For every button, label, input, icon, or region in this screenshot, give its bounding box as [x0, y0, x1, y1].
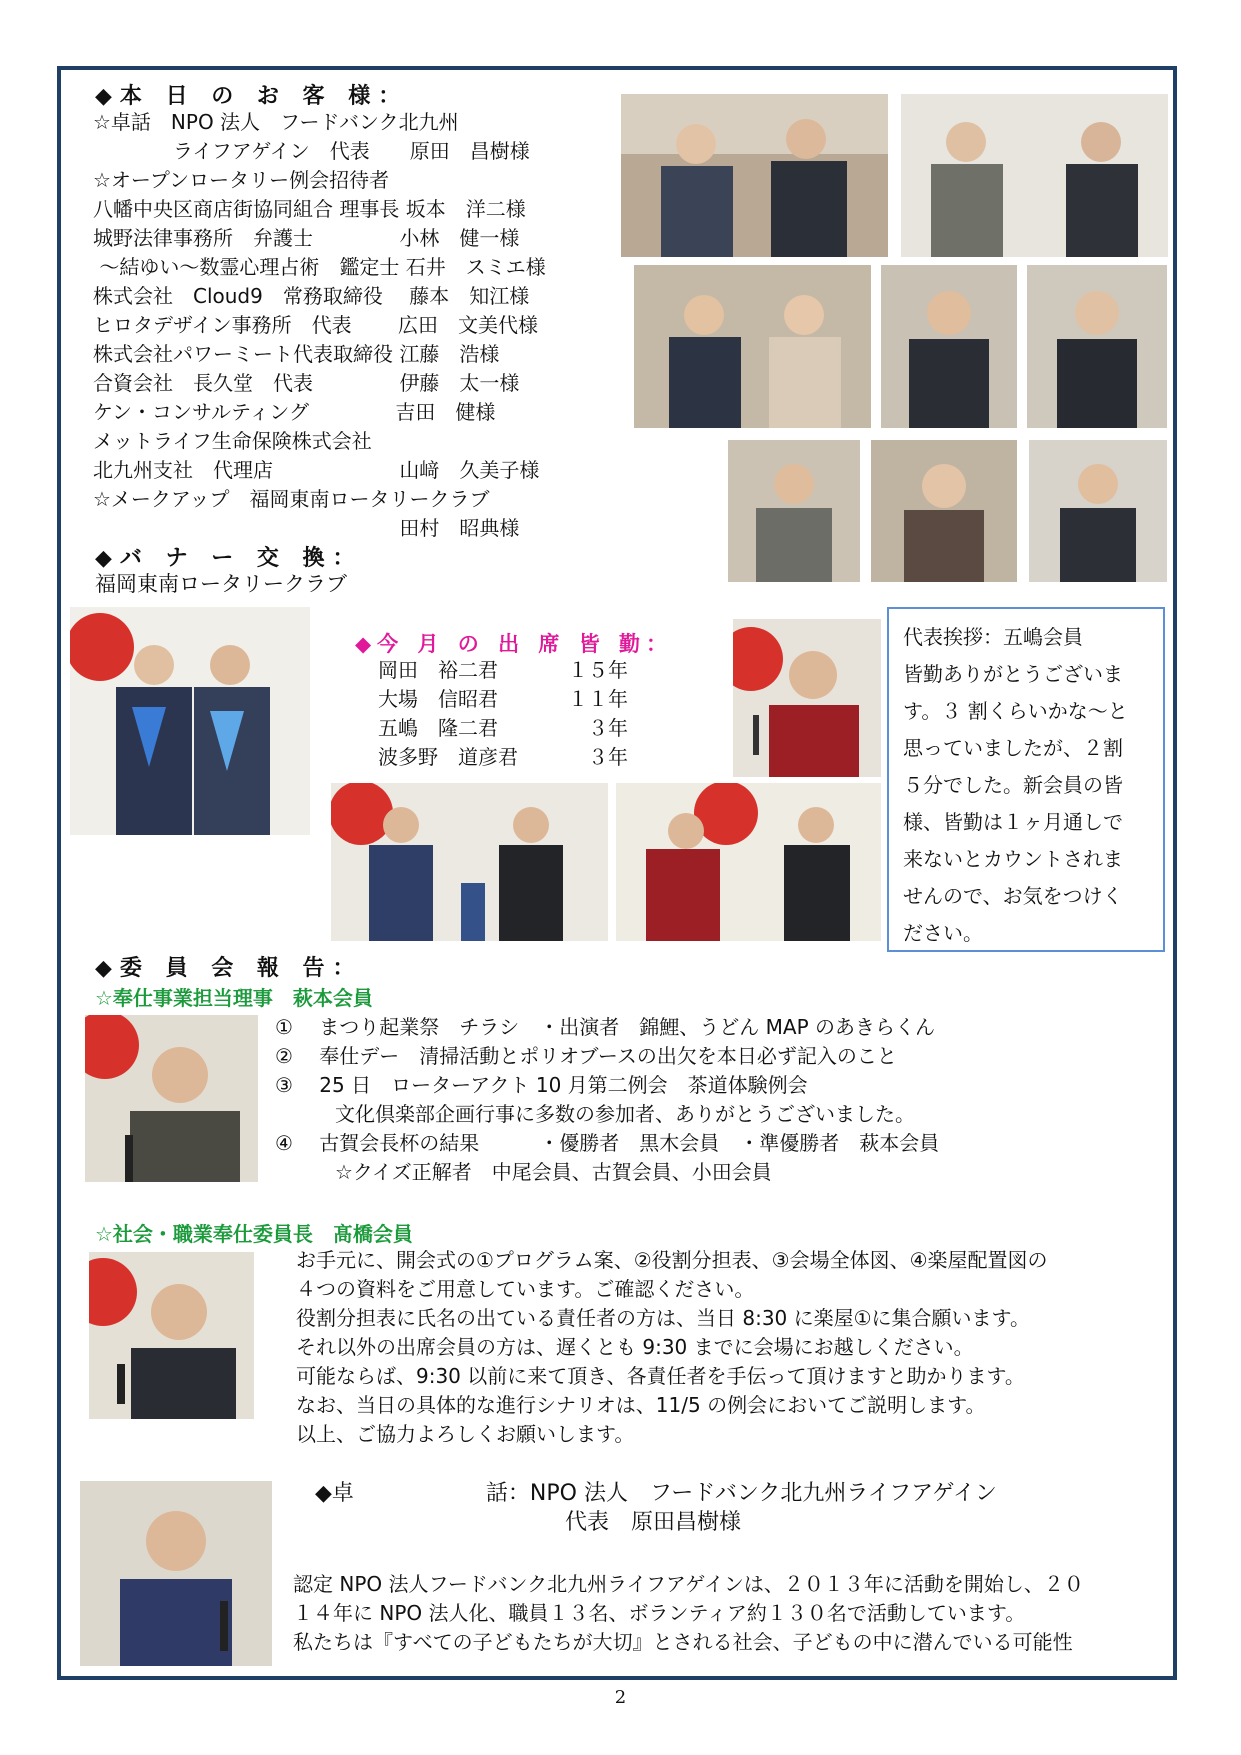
speech-line: 認定 NPO 法人フードバンク北九州ライフアゲインは、２０１３年に活動を開始し、２０ — [293, 1572, 1084, 1596]
guest-photo — [621, 94, 888, 257]
speech-body — [293, 1570, 1084, 1657]
service-line: 文化倶楽部企画行事に多数の参加者、ありがとうございました。 — [275, 1102, 915, 1126]
banner-heading: ◆バ ナ ー 交 換： — [95, 546, 363, 571]
service-line: ② 奉仕デー 清掃活動とポリオブースの出欠を本日必ず記入のこと — [275, 1044, 897, 1068]
vocational-line: 可能ならば、9:30 以前に来て頂き、各責任者を手伝って頂けますと助かります。 — [296, 1364, 1025, 1388]
committee-heading: ◆委 員 会 報 告： — [95, 956, 363, 981]
guest-line: 合資会社 長久堂 代表 伊藤 太一様 — [93, 371, 520, 395]
speech-line: 私たちは『すべての子どもたちが大切』とされる社会、子どもの中に潜んでいる可能性 — [293, 1630, 1073, 1654]
banner-exchange-photo — [70, 607, 310, 835]
president-photo — [733, 619, 881, 777]
banner-club: 福岡東南ロータリークラブ — [95, 572, 347, 596]
guest-line: ～結ゆい～数霊心理占術 鑑定士 石井 スミエ様 — [93, 255, 546, 279]
attendance-list — [378, 656, 638, 772]
vocational-title: ☆社会・職業奉仕委員長 髙橋会員 — [95, 1222, 413, 1246]
attendance-award-photo — [331, 783, 608, 941]
guest-line: ライフアゲイン 代表 原田 昌樹様 — [93, 139, 530, 163]
greeting-line: 来ないとカウントされま — [903, 847, 1123, 871]
guest-photo — [1027, 265, 1167, 428]
service-title: ☆奉仕事業担当理事 萩本会員 — [95, 986, 373, 1010]
attendance-name: 波多野 道彦君 — [378, 745, 518, 769]
guest-photo — [881, 265, 1017, 428]
guest-line: ケン・コンサルティング 吉田 健様 — [93, 400, 496, 424]
attendance-name: 大場 信昭君 — [378, 687, 498, 711]
page-number: 2 — [614, 1687, 627, 1708]
greeting-line: す。３ 割くらいかな～と — [903, 699, 1128, 723]
service-speaker-photo — [85, 1015, 258, 1182]
attendance-row — [378, 685, 638, 714]
vocational-line: それ以外の出席会員の方は、遅くとも 9:30 までに会場にお越しください。 — [296, 1335, 974, 1359]
greeting-line: 思っていましたが、２割 — [903, 736, 1123, 760]
attendance-row — [378, 714, 638, 743]
greeting-line: 皆勤ありがとうございま — [903, 662, 1123, 686]
greeting-line: ５分でした。新会員の皆 — [903, 773, 1123, 797]
guest-line: 城野法律事務所 弁護士 小林 健一様 — [93, 226, 520, 250]
service-report — [275, 1013, 939, 1187]
attendance-row — [378, 656, 638, 685]
greeting-line: 代表挨拶：五嶋会員 — [903, 625, 1083, 649]
attendance-award-photo — [616, 783, 881, 941]
guest-line: 田村 昭典様 — [93, 516, 520, 540]
president-greeting-box — [887, 607, 1165, 952]
speech-heading-presenter: 代表 原田昌樹様 — [565, 1510, 742, 1535]
vocational-line: 以上、ご協力よろしくお願いします。 — [296, 1422, 635, 1446]
vocational-report — [296, 1246, 1048, 1449]
vocational-line: なお、当日の具体的な進行シナリオは、11/5 の例会においてご説明します。 — [296, 1393, 986, 1417]
guest-line: ヒロタデザイン事務所 代表 広田 文美代様 — [93, 313, 538, 337]
guests-list — [93, 108, 546, 543]
guest-line: メットライフ生命保険株式会社 — [93, 429, 372, 453]
guest-photo — [901, 94, 1168, 257]
vocational-line: 役割分担表に氏名の出ている責任者の方は、当日 8:30 に楽屋①に集合願います。 — [296, 1306, 1030, 1330]
greeting-line: せんので、お気をつけく — [903, 884, 1123, 908]
attendance-name: 五嶋 隆二君 — [378, 716, 498, 740]
speaker-photo — [80, 1481, 272, 1666]
attendance-years: ３年 — [588, 716, 628, 740]
attendance-years: １１年 — [568, 687, 628, 711]
vocational-line: ４つの資料をご用意しています。ご確認ください。 — [296, 1277, 755, 1301]
guests-heading: ◆本 日 の お 客 様： — [95, 84, 409, 109]
guest-line: ☆オープンロータリー例会招待者 — [93, 168, 390, 192]
guest-photo — [634, 265, 871, 428]
guest-line: 株式会社 Cloud9 常務取締役 藤本 知江様 — [93, 284, 530, 308]
vocational-line: お手元に、開会式の①プログラム案、②役割分担表、③会場全体図、④楽屋配置図の — [296, 1248, 1048, 1272]
guest-photo — [728, 440, 860, 582]
attendance-heading: ◆今 月 の 出 席 皆 勤： — [355, 632, 674, 656]
guest-photo — [871, 440, 1017, 582]
service-line: ☆クイズ正解者 中尾会員、古賀会員、小田会員 — [275, 1160, 772, 1184]
service-line: ③ 25 日 ローターアクト 10 月第二例会 茶道体験例会 — [275, 1073, 808, 1097]
attendance-years: ３年 — [588, 745, 628, 769]
speech-line: １４年に NPO 法人化、職員１３名、ボランティア約１３０名で活動しています。 — [293, 1601, 1026, 1625]
service-line: ① まつり起業祭 チラシ ・出演者 錦鯉、うどん MAP のあきらくん — [275, 1015, 935, 1039]
greeting-line: 様、皆勤は１ヶ月通しで — [903, 810, 1123, 834]
attendance-row — [378, 743, 638, 772]
vocational-speaker-photo — [89, 1252, 254, 1419]
attendance-years: １５年 — [568, 658, 628, 682]
greeting-line: ださい。 — [903, 921, 983, 945]
attendance-name: 岡田 裕二君 — [378, 658, 498, 682]
service-line: ④ 古賀会長杯の結果 ・優勝者 黒木会員 ・準優勝者 萩本会員 — [275, 1131, 940, 1155]
guest-line: 八幡中央区商店街協同組合 理事長 坂本 洋二様 — [93, 197, 526, 221]
guest-line: ☆卓話 NPO 法人 フードバンク北九州 — [93, 110, 459, 134]
guest-line: 北九州支社 代理店 山﨑 久美子様 — [93, 458, 540, 482]
guest-line: ☆メークアップ 福岡東南ロータリークラブ — [93, 487, 490, 511]
guest-line: 株式会社パワーミート代表取締役 江藤 浩様 — [93, 342, 500, 366]
guest-photo — [1029, 440, 1167, 582]
speech-heading: ◆卓 話：NPO 法人 フードバンク北九州ライフアゲイン — [315, 1481, 997, 1506]
